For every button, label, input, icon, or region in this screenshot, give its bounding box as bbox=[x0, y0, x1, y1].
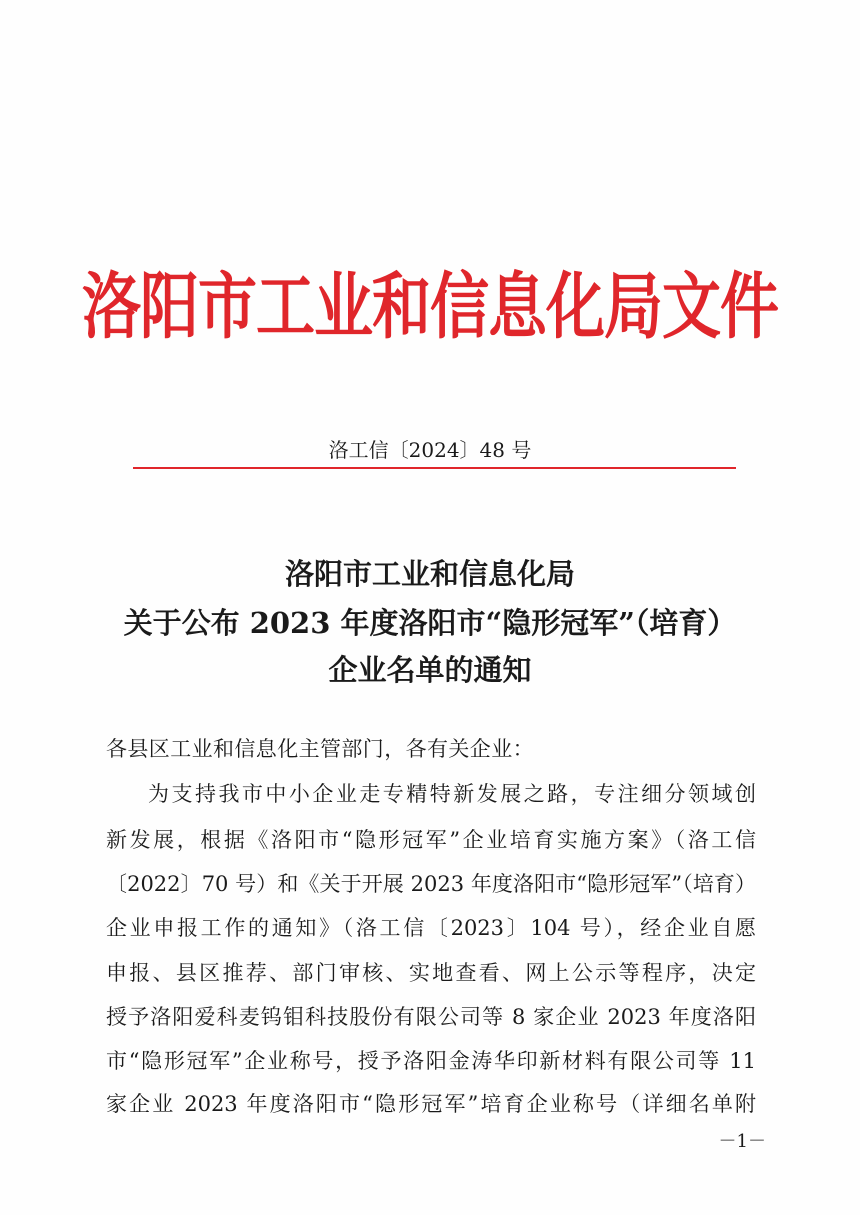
salutation: 各县区工业和信息化主管部门，各有关企业： bbox=[106, 737, 534, 761]
body-line-6: 授予洛阳爱科麦钨钼科技股份有限公司等 8 家企业 2023 年度洛阳 bbox=[106, 1005, 756, 1029]
body-line-3: 〔2022〕70 号）和《关于开展 2023 年度洛阳市“隐形冠军”（培育） bbox=[106, 872, 756, 896]
body-line-2: 新发展，根据《洛阳市“隐形冠军”企业培育实施方案》（洛工信 bbox=[106, 828, 756, 852]
body-line-4: 企业申报工作的通知》（洛工信〔2023〕104 号），经企业自愿 bbox=[106, 916, 756, 940]
body-line-1: 为支持我市中小企业走专精特新发展之路，专注细分领域创 bbox=[148, 782, 756, 806]
body-line-8: 家企业 2023 年度洛阳市“隐形冠军”培育企业称号（详细名单附 bbox=[106, 1092, 756, 1116]
notice-title-line-1: 洛阳市工业和信息化局 bbox=[284, 557, 575, 591]
notice-title-line-2: 关于公布 2023 年度洛阳市“隐形冠军”（培育） bbox=[123, 606, 737, 640]
notice-title-line-3: 企业名单的通知 bbox=[328, 653, 532, 687]
body-line-7: 市“隐形冠军”企业称号，授予洛阳金涛华印新材料有限公司等 11 bbox=[106, 1049, 756, 1073]
page-number: －1－ bbox=[718, 1131, 766, 1152]
document-number: 洛工信〔2024〕48 号 bbox=[328, 438, 532, 462]
masthead-title: 洛阳市工业和信息化局文件 bbox=[81, 264, 778, 349]
red-divider-line bbox=[133, 467, 736, 469]
body-line-5: 申报、县区推荐、部门审核、实地查看、网上公示等程序，决定 bbox=[106, 961, 756, 985]
